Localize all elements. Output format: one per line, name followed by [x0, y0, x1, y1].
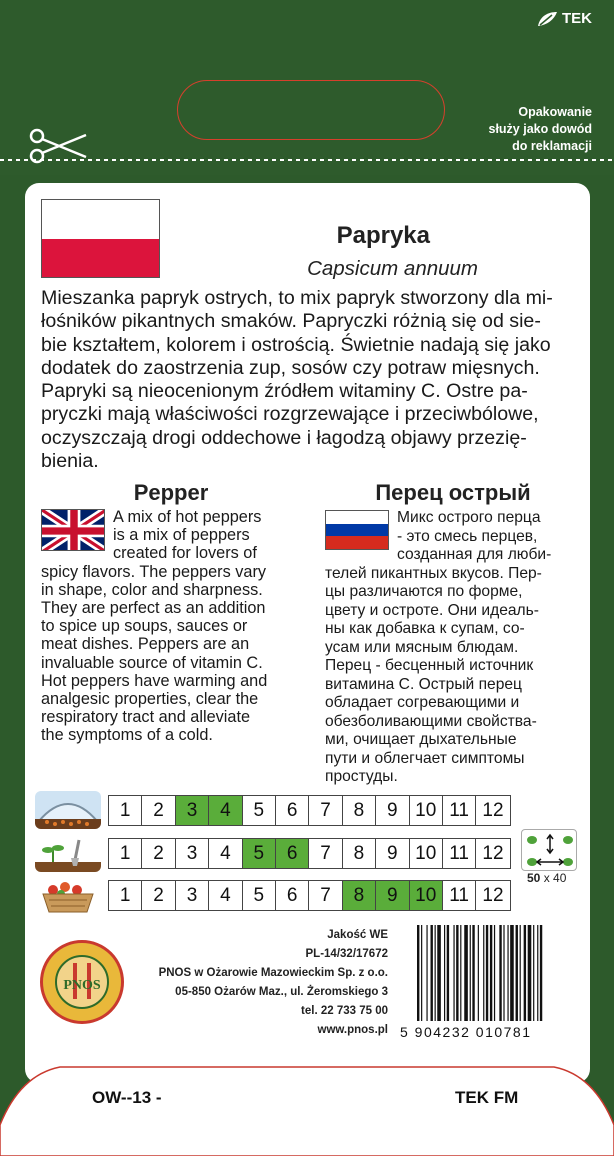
text-line: A mix of hot peppers — [113, 508, 262, 526]
barcode-bar — [528, 925, 532, 1021]
product-title: Papryka — [336, 222, 430, 249]
month-cell: 6 — [276, 839, 309, 868]
barcode-bar — [444, 925, 445, 1021]
barcode-bar — [437, 925, 441, 1021]
month-cell: 2 — [142, 881, 175, 910]
calendar-row-planting — [108, 838, 511, 869]
heading-english: Pepper — [133, 480, 209, 505]
text-line: meat dishes. Peppers are an — [41, 635, 250, 654]
text-line: They are perfect as an addition — [41, 599, 266, 618]
month-cell: 5 — [243, 796, 276, 825]
text-line: analgesic properties, clear the — [41, 690, 259, 709]
text-line: - это смесь перцев, — [397, 527, 538, 545]
text-line: spicy flavors. The peppers vary — [41, 562, 267, 581]
print-code: TEK FM — [455, 1088, 519, 1107]
text-line: цвету и остроте. Они идеаль- — [325, 601, 539, 619]
latin-name: Capsicum annuum — [307, 257, 478, 280]
product-code: OW--13 - — [92, 1088, 162, 1107]
leaf-icon — [536, 11, 558, 27]
barcode-bar — [460, 925, 461, 1021]
month-cell: 7 — [309, 796, 342, 825]
month-cell: 1 — [109, 839, 142, 868]
text-line: Микс острого перца — [397, 509, 541, 526]
notice-line: do reklamacji — [512, 139, 592, 153]
month-cell: 1 — [109, 881, 142, 910]
month-cell: 11 — [443, 881, 476, 910]
barcode-bar — [533, 925, 534, 1021]
barcode-bar — [426, 925, 427, 1021]
spacing-value — [527, 871, 566, 885]
text-line: телей пикантных вкусов. Пер- — [325, 564, 542, 582]
brand-name: TEK — [562, 10, 592, 27]
month-cell: 10 — [410, 796, 443, 825]
harvest-basket-icon — [35, 876, 101, 914]
text-line: созданная для люби- — [397, 546, 552, 563]
barcode-bar — [431, 925, 433, 1021]
greenhouse-icon — [35, 791, 101, 829]
company-name: PNOS w Ożarowie Mazowieckim Sp. z o.o. — [158, 967, 388, 979]
spacing-x: x — [543, 871, 550, 885]
barcode-bars — [415, 925, 579, 1021]
text-line: обладает согревающими и — [325, 694, 520, 711]
month-cell: 9 — [376, 839, 409, 868]
month-cell: 10 — [410, 881, 443, 910]
text-line: цы различаются по форме, — [325, 583, 523, 600]
text-line: усам или мясным блюдам. — [325, 638, 519, 656]
text-line: bienia. — [41, 450, 99, 473]
month-cell: 11 — [443, 839, 476, 868]
description-russian — [325, 509, 578, 787]
month-cell: 2 — [142, 839, 175, 868]
month-cell: 2 — [142, 796, 175, 825]
month-cell: 7 — [309, 839, 342, 868]
spacing-b: 40 — [553, 871, 567, 885]
month-cell: 4 — [209, 839, 242, 868]
month-cell: 4 — [209, 881, 242, 910]
text-line: Hot peppers have warming and — [41, 671, 268, 690]
text-line: the symptoms of a cold. — [41, 726, 213, 745]
svg-text:PNOS: PNOS — [63, 978, 101, 993]
notice-line: Opakowanie — [518, 105, 592, 119]
month-cell: 8 — [343, 839, 376, 868]
barcode-bar — [464, 925, 468, 1021]
month-cell: 7 — [309, 881, 342, 910]
month-cell: 8 — [343, 796, 376, 825]
text-line: ми, очищает дыхательные — [325, 731, 517, 748]
calendar-row-sowing — [108, 795, 511, 826]
quality-mark: Jakość WE — [327, 929, 388, 941]
barcode-bar — [483, 925, 484, 1021]
text-line: простуды. — [325, 768, 398, 785]
month-cell: 1 — [109, 796, 142, 825]
barcode — [400, 925, 579, 1040]
barcode-bar — [472, 925, 474, 1021]
barcode-bar — [490, 925, 492, 1021]
month-cell: 4 — [209, 796, 242, 825]
footer-wave — [0, 1065, 614, 1156]
barcode-bar — [447, 925, 449, 1021]
text-line: to spice up soups, sauces or — [41, 617, 248, 636]
planting-icon — [35, 834, 101, 872]
month-cell: 12 — [482, 799, 504, 821]
text-line: Mieszanka papryk ostrych, to mix papryk stworzony dla mi- — [41, 287, 553, 309]
text-line: created for lovers of — [113, 544, 257, 563]
text-line: łośników pikantnych smaków. Papryczki różnią się od sie- — [41, 310, 541, 333]
text-line: обезболивающими свойства- — [325, 712, 537, 730]
month-cell: 12 — [482, 842, 504, 864]
text-line: bie kształtem, kolorem i ostrością. Świetnie nadają się jako — [41, 333, 551, 356]
company-phone: tel. 22 733 75 00 — [301, 1005, 388, 1017]
description-polish — [41, 287, 578, 473]
barcode-bar — [540, 925, 542, 1021]
company-website: www.pnos.pl — [317, 1024, 388, 1036]
month-cell: 5 — [243, 881, 276, 910]
cut-line — [0, 156, 614, 164]
calendar-row-harvest — [108, 880, 511, 911]
packet-header — [0, 0, 614, 175]
plant-spacing-diagram — [521, 829, 577, 871]
barcode-bar — [516, 925, 518, 1021]
text-line: витамина С. Острый перец — [325, 675, 522, 693]
description-english — [41, 508, 294, 745]
barcode-bar — [537, 925, 538, 1021]
tek-logo — [536, 10, 592, 27]
barcode-bar — [486, 925, 488, 1021]
barcode-bar — [478, 925, 479, 1021]
text-line: dodatek do zaostrzenia zup, sosów czy potraw mięsnych. — [41, 356, 540, 379]
barcode-bar — [456, 925, 458, 1021]
heading-russian: Перец острый — [375, 480, 531, 505]
text-line: пути и облегчает симптомы — [325, 749, 525, 767]
poland-flag — [41, 199, 160, 278]
text-line: respiratory tract and alleviate — [41, 708, 251, 727]
company-info — [130, 926, 388, 1040]
text-line: invaluable source of vitamin C. — [41, 653, 263, 672]
complaint-notice — [452, 104, 592, 155]
spacing-a: 50 — [527, 871, 541, 885]
pnos-seal-logo — [40, 940, 124, 1024]
barcode-bar — [421, 925, 422, 1021]
text-line: ны как добавка к супам, со- — [325, 620, 525, 637]
month-cell: 3 — [176, 796, 209, 825]
barcode-bar — [494, 925, 495, 1021]
hang-hole — [177, 80, 445, 140]
notice-line: służy jako dowód — [488, 122, 592, 136]
month-cell: 9 — [376, 796, 409, 825]
month-cell: 3 — [176, 839, 209, 868]
registration-number: PL-14/32/17672 — [305, 948, 388, 960]
text-line: oczyszczają drogi oddechowe i łagodzą objawy przezię- — [41, 426, 527, 449]
text-line: is a mix of peppers — [113, 526, 250, 545]
barcode-bar — [453, 925, 454, 1021]
barcode-bar — [510, 925, 514, 1021]
text-line: in shape, color and sharpness. — [41, 580, 263, 599]
barcode-bar — [503, 925, 504, 1021]
month-cell: 9 — [376, 881, 409, 910]
barcode-bar — [435, 925, 436, 1021]
month-cell: 10 — [410, 839, 443, 868]
barcode-bar — [507, 925, 508, 1021]
barcode-bar — [524, 925, 526, 1021]
text-line: pryczki mają właściwości rozgrzewające i przeciwbólowe, — [41, 403, 539, 426]
month-cell: 11 — [443, 796, 476, 825]
month-cell: 6 — [276, 881, 309, 910]
month-cell: 5 — [243, 839, 276, 868]
text-line: Перец - бесценный источник — [325, 657, 534, 674]
text-line: Papryki są nieocenionym źródłem witaminy C. Ostre pa- — [41, 380, 528, 403]
barcode-digits: 5 904232 010781 — [400, 1024, 532, 1040]
barcode-bar — [499, 925, 501, 1021]
barcode-bar — [470, 925, 471, 1021]
company-address: 05-850 Ożarów Maz., ul. Żeromskiego 3 — [175, 986, 388, 998]
barcode-bar — [520, 925, 521, 1021]
month-cell: 6 — [276, 796, 309, 825]
month-cell: 8 — [343, 881, 376, 910]
month-cell: 3 — [176, 881, 209, 910]
month-cell: 12 — [482, 884, 504, 906]
barcode-bar — [417, 925, 419, 1021]
